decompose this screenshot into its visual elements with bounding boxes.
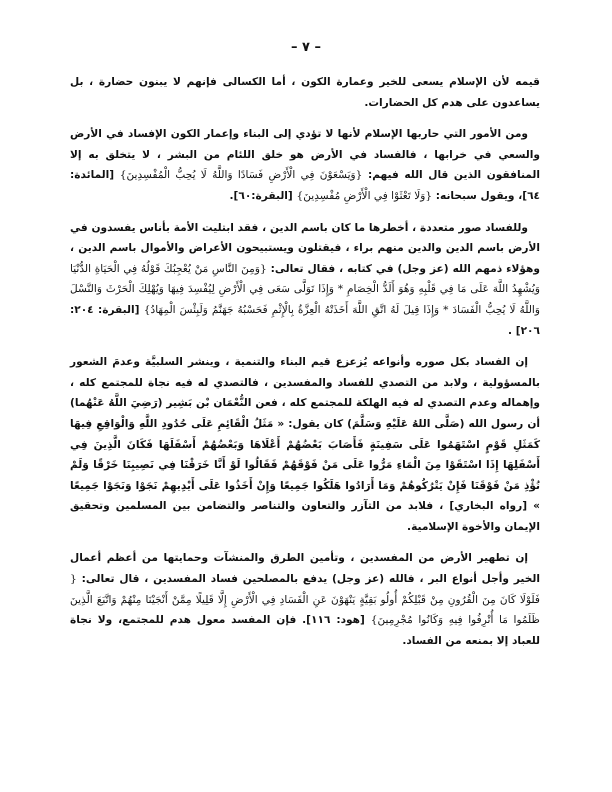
body-text — [70, 72, 540, 662]
quran-verse: {وَلَا تَعْثَوْا فِي الْأَرْضِ مُفْسِدِينَ} — [296, 189, 433, 202]
paragraph-4 — [70, 352, 540, 537]
quran-verse: {وَيَسْعَوْنَ فِي الْأَرْضِ فَسَادًا وَاللَّهُ لَا يُحِبُّ الْمُفْسِدِينَ} — [119, 169, 363, 182]
text-segment: قيمه لأن الإسلام يسعى للخير وعمارة الكون ، أما الكسالى فإنهم لا يبنون حضارة ، بل يساعدون على هدم كل الحضارات. — [70, 76, 540, 109]
verse-citation: [المائدة: ٦٤]، ويقول سبحانه: — [70, 169, 540, 202]
text-segment: وللفساد صور متعددة ، أخطرها ما كان باسم الدين ، فقد ابتليت الأمة بأناس يفسدون في الأرض باسم الدين والدين منهم براء ، فيقتلون ويستبيحون الأعراض والأموال باسم الدين ، وهؤلاء ذمهم الله (عز وجل) في كتابه ، فقال تعالى: — [70, 221, 540, 275]
quran-verse: {وَمِنَ النَّاسِ مَنْ يُعْجِبُكَ قَوْلُهُ فِي الْحَيَاةِ الدُّنْيَا وَيُشْهِدُ اللَّهَ عَلَى مَا فِي قَلْبِهِ وَهُوَ أَلَدُّ الْخِصَامِ * وَإِذَا تَوَلَّى سَعَى فِي الْأَرْضِ لِيُفْسِدَ فِيهَا وَيُهْلِكَ الْحَرْثَ وَالنَّسْلَ وَاللَّهُ لَا يُحِبُّ الْفَسَادَ * وَإِذَا قِيلَ لَهُ اتَّقِ اللَّهَ أَخَذَتْهُ الْعِزَّةُ بِالْإِثْمِ فَحَسْبُهُ جَهَنَّمُ وَلَبِئْسَ الْمِهَادُ} — [70, 262, 540, 316]
paragraph-2 — [70, 124, 540, 206]
paragraph-1 — [70, 72, 540, 113]
paragraph-3 — [70, 218, 540, 342]
verse-citation: [هود: ١١٦]. فإن المفسد معول هدم للمجتمع، ولا نجاة للعباد إلا بمنعه من الفساد. — [70, 614, 540, 647]
page-number: – ٧ – — [291, 40, 321, 55]
paragraph-5 — [70, 548, 540, 651]
verse-citation: [البقرة:٦٠]. — [229, 189, 297, 202]
text-segment: إن الفساد بكل صوره وأنواعه يُزعزع قيم البناء والتنمية ، وينشر السلبيَّة وعدمَ الشعور بالمسؤولية ، ولابد من التصدي للفساد والمفسدين ، فالتصدي له فيه نجاة للمجتمع كله ، وإهماله وعدم التصدي له فيه الهلكة للمجتمع كله ، فعن النُّعْمَان بْن بَشِير (رَضِيَ اللَّهُ عَنْهُما) أن رسول الله (صَلَّى اللهُ عَلَيْهِ وَسَلَّمَ) كان يقول: « مَثَلُ الْقَائِمِ عَلَى حُدُودِ اللَّهِ وَالْوَاقِعِ فِيهَا كَمَثَلِ قَوْمٍ اسْتَهَمُوا عَلَى سَفِينَةٍ فَأَصَابَ بَعْضُهُمْ أَعْلَاهَا وَبَعْضُهُمْ أَسْفَلَهَا فَكَانَ الَّذِينَ فِي أَسْفَلِهَا إِذَا اسْتَقَوْا مِنَ الْمَاءِ مَرُّوا عَلَى مَنْ فَوْقَهُمْ فَقَالُوا لَوْ أَنَّا خَرَقْنَا فِي نَصِيبِنَا خَرْقًا وَلَمْ نُؤْذِ مَنْ فَوْقَنَا فَإِنْ يَتْرُكُوهُمْ وَمَا أَرَادُوا هَلَكُوا جَمِيعًا وَإِنْ أَخَذُوا عَلَى أَيْدِيهِمْ نَجَوْا وَنَجَوْا جَمِيعًا » [رواه البخاري] ، فلابد من التآزر والتعاون والتناصر والتضامن بين المسلمين وتحقيق الإيمان والأخوة الإسلامية. — [70, 356, 540, 533]
text-segment: ومن الأمور التي حاربها الإسلام لأنها لا تؤدي إلى البناء وإعمار الكون الإفساد في الأرض والسعي في خرابها ، فالفساد في الأرض هو خلق اللئام من البشر ، لا يتخلق به إلا المنافقون الذين قال الله فيهم: — [70, 128, 540, 182]
quran-verse: { فَلَوْلَا كَانَ مِنَ الْقُرُونِ مِنْ قَبْلِكُمْ أُولُو بَقِيَّةٍ يَنْهَوْنَ عَنِ الْفَسَادِ فِي الْأَرْضِ إِلَّا قَلِيلًا مِمَّنْ أَنْجَيْنَا مِنْهُمْ وَاتَّبَعَ الَّذِينَ ظَلَمُوا مَا أُتْرِفُوا فِيهِ وَكَانُوا مُجْرِمِينَ} — [70, 573, 540, 627]
verse-citation: [البقرة: ٢٠٤: ٢٠٦] . — [70, 303, 540, 337]
text-segment: إن تطهير الأرض من المفسدين ، وتأمين الطرق والمنشآت وحمايتها من أعظم أعمال الخير وأجل أنواع البر ، فالله (عز وجل) يدفع بالمصلحين فساد المفسدين ، قال تعالى: — [70, 552, 540, 586]
